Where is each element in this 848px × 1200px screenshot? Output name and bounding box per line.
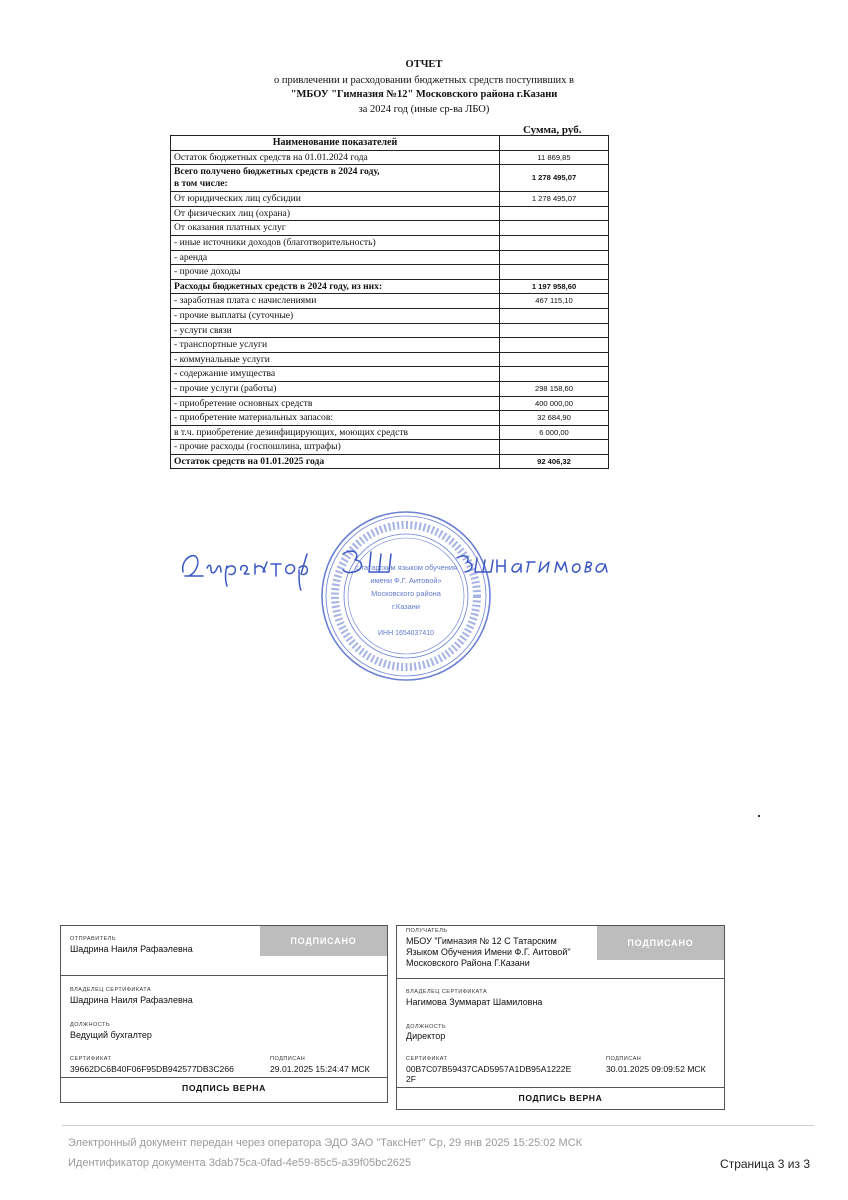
table-row — [171, 294, 609, 309]
row-value: 298 158,60 — [500, 381, 609, 396]
signed-datetime: 30.01.2025 09:09:52 МСК — [606, 1064, 706, 1074]
seal-inn: ИНН 1654037410 — [377, 630, 435, 637]
handwritten-signature — [175, 532, 615, 597]
row-label-line2: в том числе: — [174, 178, 228, 190]
seal-line-2: имени Ф.Г. Аитовой» — [370, 576, 442, 585]
row-label: - заработная плата с начислениями — [171, 294, 500, 309]
owner-name: Нагимова Зуммарат Шамиловна — [406, 997, 543, 1007]
document-identifier: Идентификатор документа 3dab75ca-0fad-4e59-85c5-a39f05bc2625 — [68, 1157, 412, 1169]
signature-graphic — [175, 532, 615, 592]
receiver-caption: ПОЛУЧАТЕЛЬ — [406, 928, 448, 934]
divider — [61, 975, 387, 976]
row-label: - приобретение материальных запасов: — [171, 411, 500, 426]
signature-valid-label: ПОДПИСЬ ВЕРНА — [182, 1083, 266, 1093]
page-number: Страница 3 из 3 — [720, 1157, 810, 1171]
divider — [397, 1087, 724, 1088]
sum-caption: Сумма, руб. — [523, 124, 582, 136]
row-label: Расходы бюджетных средств в 2024 году, из них: — [171, 279, 500, 294]
row-value: 6 000,00 — [500, 425, 609, 440]
table-row — [171, 250, 609, 265]
row-value — [500, 235, 609, 250]
table-row — [171, 279, 609, 294]
position-value: Ведущий бухгалтер — [70, 1030, 152, 1040]
row-label: - приобретение основных средств — [171, 396, 500, 411]
seal-line-4: г.Казани — [392, 602, 420, 611]
row-value: 92 406,32 — [500, 454, 609, 469]
row-label: - прочие расходы (госпошлина, штрафы) — [171, 440, 500, 455]
cert-caption: СЕРТИФИКАТ — [70, 1056, 112, 1062]
receiver-signature-card — [396, 925, 725, 1110]
row-value: 1 278 495,07 — [500, 165, 609, 192]
table-row — [171, 221, 609, 236]
row-value: 32 684,90 — [500, 411, 609, 426]
row-value — [500, 440, 609, 455]
cert-value-line2: 2F — [406, 1074, 417, 1084]
table-row — [171, 440, 609, 455]
sender-signature-card — [60, 925, 388, 1103]
row-label: - прочие выплаты (суточные) — [171, 308, 500, 323]
divider — [61, 1077, 387, 1078]
table-row — [171, 265, 609, 280]
seal-line-1: с татарским языком обучения — [354, 563, 458, 572]
signed-caption: ПОДПИСАН — [606, 1056, 642, 1062]
row-label: Остаток бюджетных средств на 01.01.2024 года — [171, 150, 500, 165]
row-value — [500, 323, 609, 338]
scan-speck — [758, 815, 760, 817]
receiver-name-line1: МБОУ "Гимназия № 12 С Татарским — [406, 936, 557, 946]
row-label: От физических лиц (охрана) — [171, 206, 500, 221]
table-row — [171, 323, 609, 338]
receiver-name-line3: Московского Района Г.Казани — [406, 958, 530, 968]
row-value: 467 115,10 — [500, 294, 609, 309]
owner-caption: ВЛАДЕЛЕЦ СЕРТИФИКАТА — [70, 987, 152, 993]
cert-value-line1: 00B7C07B59437CAD5957A1DB95A1222E — [406, 1064, 572, 1074]
row-value — [500, 308, 609, 323]
row-value: 11 869,85 — [500, 150, 609, 165]
row-value — [500, 367, 609, 382]
signed-badge: ПОДПИСАНО — [260, 926, 387, 956]
report-table — [170, 135, 609, 469]
row-label: - аренда — [171, 250, 500, 265]
table-row — [171, 235, 609, 250]
owner-caption: ВЛАДЕЛЕЦ СЕРТИФИКАТА — [406, 989, 488, 995]
value-header — [500, 136, 609, 151]
row-label: - коммунальные услуги — [171, 352, 500, 367]
row-label — [171, 165, 500, 192]
row-label: - прочие услуги (работы) — [171, 381, 500, 396]
row-label: в т.ч. приобретение дезинфицирующих, моющих средств — [171, 425, 500, 440]
table-row — [171, 454, 609, 469]
signature-valid-label: ПОДПИСЬ ВЕРНА — [518, 1093, 603, 1103]
table-row — [171, 338, 609, 353]
table-row — [171, 411, 609, 426]
table-row — [171, 192, 609, 207]
row-label: - содержание имущества — [171, 367, 500, 382]
row-value: 1 278 495,07 — [500, 192, 609, 207]
table-row — [171, 425, 609, 440]
row-value — [500, 206, 609, 221]
report-subtitle-1: о привлечении и расходовании бюджетных средств поступивших в — [273, 75, 574, 86]
signed-caption: ПОДПИСАН — [270, 1056, 306, 1062]
position-caption: ДОЛЖНОСТЬ — [70, 1022, 111, 1028]
table-row — [171, 150, 609, 165]
table-row — [171, 396, 609, 411]
row-value — [500, 265, 609, 280]
row-label: - прочие доходы — [171, 265, 500, 280]
table-header-row — [171, 136, 609, 151]
cert-caption: СЕРТИФИКАТ — [406, 1056, 448, 1062]
table-row — [171, 206, 609, 221]
row-value — [500, 221, 609, 236]
position-value: Директор — [406, 1031, 446, 1041]
table-row — [171, 367, 609, 382]
table-row — [171, 381, 609, 396]
column-header: Наименование показателей — [171, 136, 500, 151]
signed-badge: ПОДПИСАНО — [597, 926, 724, 960]
sender-caption: ОТПРАВИТЕЛЬ — [70, 936, 116, 942]
row-label: Остаток средств на 01.01.2025 года — [171, 454, 500, 469]
footer-divider — [62, 1125, 814, 1126]
row-value: 400 000,00 — [500, 396, 609, 411]
signed-datetime: 29.01.2025 15:24:47 МСК — [270, 1064, 370, 1074]
row-label: - услуги связи — [171, 323, 500, 338]
owner-name: Шадрина Наиля Рафаэлевна — [70, 995, 193, 1005]
row-value: 1 197 958,60 — [500, 279, 609, 294]
cert-value: 39662DC6B40F06F95DB942577DB3C266 — [70, 1064, 234, 1074]
row-value — [500, 338, 609, 353]
position-caption: ДОЛЖНОСТЬ — [406, 1024, 447, 1030]
row-label: - иные источники доходов (благотворительность) — [171, 235, 500, 250]
divider — [397, 978, 724, 979]
table-row — [171, 308, 609, 323]
report-subtitle-2: "МБОУ "Гимназия №12" Московского района г.Казани — [290, 89, 558, 100]
row-value — [500, 352, 609, 367]
row-value — [500, 250, 609, 265]
row-label: - транспортные услуги — [171, 338, 500, 353]
receiver-name-line2: Языком Обучения Имени Ф.Г. Аитовой" — [406, 947, 571, 957]
sender-name: Шадрина Наиля Рафаэлевна — [70, 944, 193, 954]
report-subtitle-3: за 2024 год (иные ср-ва ЛБО) — [358, 104, 490, 115]
table-row — [171, 165, 609, 192]
row-label: От юридических лиц субсидии — [171, 192, 500, 207]
edo-transfer-note: Электронный документ передан через оператора ЭДО ЗАО "ТаксНет" Ср, 29 янв 2025 15:25:02 МСК — [68, 1137, 583, 1149]
table-row — [171, 352, 609, 367]
row-label-line1: Всего получено бюджетных средств в 2024 году, — [174, 166, 380, 178]
seal-line-3: Московского района — [371, 589, 441, 598]
report-title: ОТЧЕТ — [405, 59, 443, 70]
row-label: От оказания платных услуг — [171, 221, 500, 236]
